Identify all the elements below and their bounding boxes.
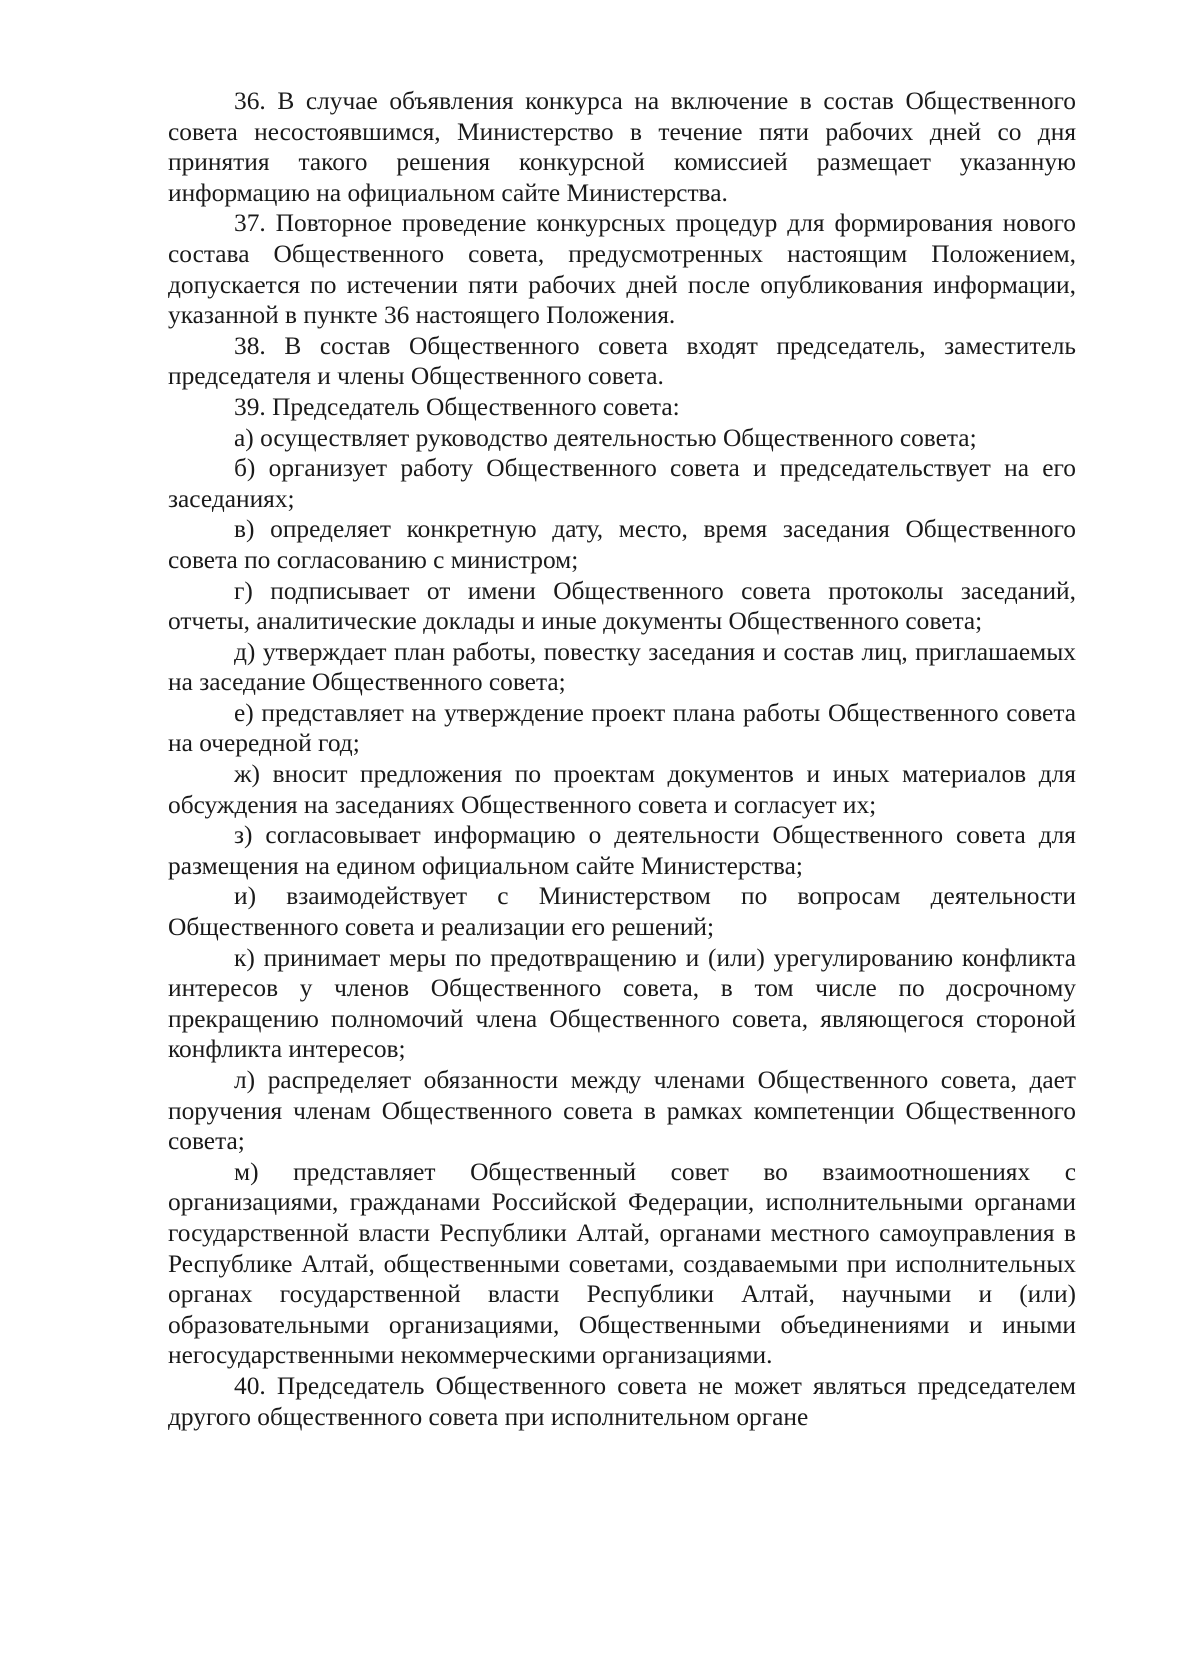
paragraph-39-e: е) представляет на утверждение проект плана работы Общественного совета на очередной год;: [168, 698, 1076, 758]
paragraph-39-b: б) организует работу Общественного совета и председательствует на его заседаниях;: [168, 454, 1076, 513]
paragraph-39-z: з) согласовывает информацию о деятельности Общественного совета для размещения на едином официальном сайте Министерства;: [168, 821, 1076, 880]
paragraph-36: 36. В случае объявления конкурса на включение в состав Общественного совета несостоявшимся, Министерство в течение пяти рабочих дней со дня принятия такого решения конкурсной комиссией размещает указанную информацию на официальном сайте Министерства.: [168, 87, 1076, 207]
paragraph-39-zh: ж) вносит предложения по проектам документов и иных материалов для обсуждения на заседаниях Общественного совета и согласует их;: [168, 760, 1076, 819]
paragraph-40: 40. Председатель Общественного совета не может являться председателем другого общественного совета при исполнительном органе: [168, 1371, 1076, 1431]
document-page: [168, 86, 1076, 1432]
paragraph-39-m: м) представляет Общественный совет во взаимоотношениях с организациями, гражданами Российской Федерации, исполнительными органами государственной власти Республики Алтай, органами местного самоуправления в Республике Алтай, общественными советами, создаваемыми при исполнительных органах государственной власти Республики Алтай, научными и (или) образовательными организациями, Общественными объединениями и иными негосударственными некоммерческими организациями.: [168, 1157, 1076, 1370]
paragraph-39: 39. Председатель Общественного совета:: [234, 392, 680, 421]
paragraph-39-v: в) определяет конкретную дату, место, время заседания Общественного совета по согласованию с министром;: [168, 515, 1076, 574]
paragraph-39-d: д) утверждает план работы, повестку заседания и состав лиц, приглашаемых на заседание Общественного совета;: [168, 637, 1076, 697]
paragraph-39-l: л) распределяет обязанности между членами Общественного совета, дает поручения членам Общественного совета в рамках компетенции Общественного совета;: [168, 1066, 1076, 1156]
paragraph-39-k: к) принимает меры по предотвращению и (или) урегулированию конфликта интересов у членов Общественного совета, в том числе по досрочному прекращению полномочий члена Общественного совета, являющегося стороной конфликта интересов;: [168, 943, 1076, 1064]
paragraph-37: 37. Повторное проведение конкурсных процедур для формирования нового состава Общественного совета, предусмотренных настоящим Положением, допускается по истечении пяти рабочих дней после опубликования информации, указанной в пункте 36 настоящего Положения.: [168, 209, 1076, 330]
paragraph-39-a: а) осуществляет руководство деятельностью Общественного совета;: [234, 423, 977, 452]
paragraph-39-g: г) подписывает от имени Общественного совета протоколы заседаний, отчеты, аналитические доклады и иные документы Общественного совета;: [168, 576, 1076, 636]
paragraph-38: 38. В состав Общественного совета входят председатель, заместитель председателя и члены Общественного совета.: [168, 331, 1076, 391]
paragraph-39-i: и) взаимодействует с Министерством по вопросам деятельности Общественного совета и реализации его решений;: [168, 882, 1076, 942]
